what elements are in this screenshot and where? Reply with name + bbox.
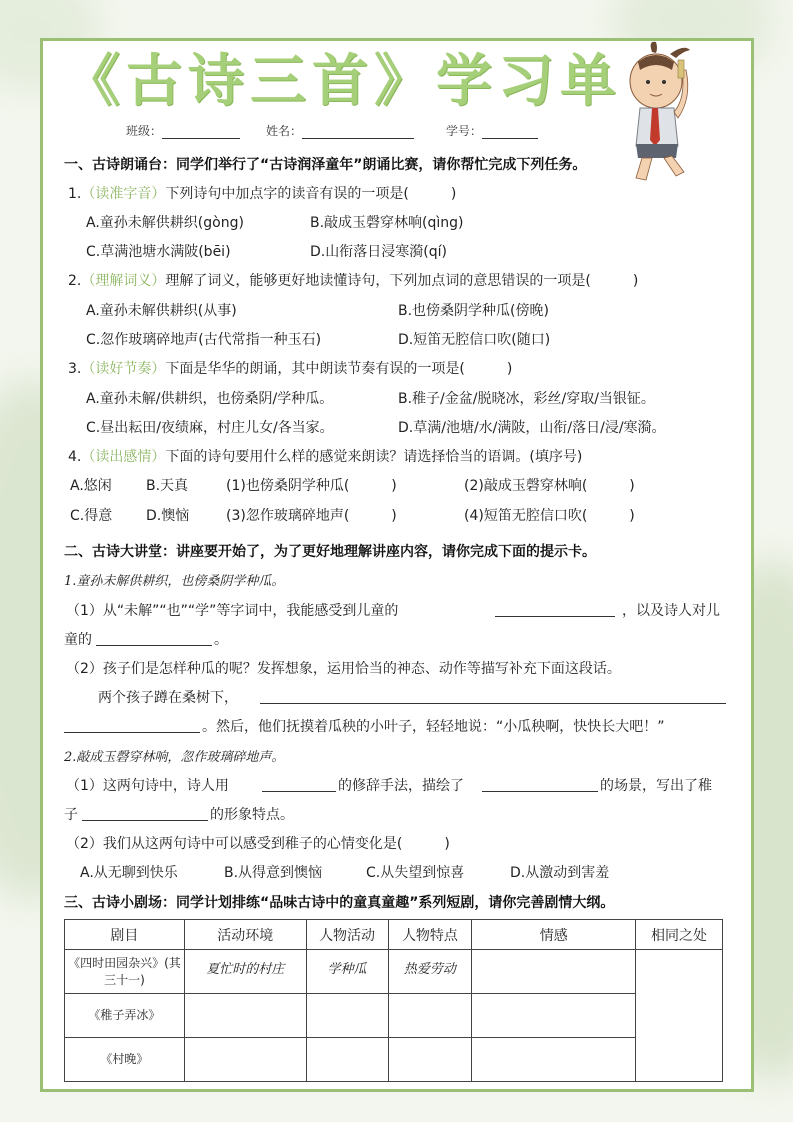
emotion-cell[interactable]	[472, 950, 636, 994]
p2-option-d[interactable]: D.从激动到害羞	[510, 865, 610, 881]
question-tag: （读出感情）	[81, 449, 166, 465]
environment-cell[interactable]: 夏忙时的村庄	[184, 950, 306, 994]
column-header-activity: 人物活动	[306, 920, 388, 950]
p2-question-1-part-c: 的场景，写出了稚	[600, 778, 712, 794]
q3-option-c[interactable]: C.昼出耘田/夜绩麻，村庄儿女/各当家。	[86, 420, 334, 436]
student-id-label: 学号：	[446, 124, 483, 138]
p1-question-1-part-b: ，以及诗人对儿	[622, 603, 720, 619]
activity-cell[interactable]	[306, 1038, 388, 1082]
trait-cell[interactable]	[388, 1038, 472, 1082]
student-id-field	[446, 122, 538, 139]
p2-option-a[interactable]: A.从无聊到快乐	[80, 865, 178, 881]
p1-question-1-part-a: （1）从“未解”“也”“学”等字词中，我能感受到儿童的	[66, 603, 399, 619]
p1-question-2-lead: 两个孩子蹲在桑树下，	[98, 690, 238, 706]
environment-cell[interactable]	[184, 994, 306, 1038]
trait-cell[interactable]: 热爱劳动	[388, 950, 472, 994]
q3-option-d[interactable]: D.草满/池塘/水/满陂，山衔/落日/浸/寒漪。	[398, 420, 666, 436]
p1-question-1-part-d: 。	[214, 632, 228, 648]
q4-option-a[interactable]: A.悠闲	[70, 478, 112, 494]
p2-blank-1[interactable]	[262, 791, 336, 792]
p1-blank-2[interactable]	[96, 645, 212, 646]
q2-option-a[interactable]: A.童孙未解供耕织(从事)	[86, 303, 237, 319]
q2-option-c[interactable]: C.忽作玻璃碎地声(古代常指一种玉石)	[86, 332, 322, 348]
question-text: 下面是华华的朗诵，其中朗读节奏有误的一项是( )	[165, 361, 513, 377]
p1-question-2-tail: 。然后，他们抚摸着瓜秧的小叶子，轻轻地说：“小瓜秧啊，快快长大吧！”	[202, 719, 665, 735]
p2-option-b[interactable]: B.从得意到懊恼	[224, 865, 323, 881]
q3-option-b[interactable]: B.稚子/金盆/脱晓冰，彩丝/穿取/当银钲。	[398, 391, 655, 407]
q1-option-a[interactable]: A.童孙未解供耕织(gòng)	[86, 215, 244, 231]
emotion-cell[interactable]	[472, 1038, 636, 1082]
class-label: 班级：	[126, 124, 163, 138]
column-header-environment: 活动环境	[184, 920, 306, 950]
class-blank[interactable]	[162, 125, 240, 139]
q1-option-b[interactable]: B.敲成玉磬穿林响(qìng)	[310, 215, 464, 231]
q1-option-c[interactable]: C.草满池塘水满陂(bēi)	[86, 244, 231, 260]
q4-option-c[interactable]: C.得意	[70, 508, 113, 524]
question-2-stem	[68, 270, 638, 290]
p1-question-2: （2）孩子们是怎样种瓜的呢？发挥想象，运用恰当的神态、动作等描写补充下面这段话。	[66, 661, 621, 677]
question-text: 理解了词义，能够更好地读懂诗句，下列加点词的意思错误的一项是( )	[165, 273, 639, 289]
similarity-cell[interactable]	[636, 950, 723, 1082]
class-field	[126, 122, 240, 139]
table-row	[65, 950, 723, 994]
p2-blank-3[interactable]	[82, 820, 208, 821]
cartoon-child-illustration	[612, 36, 702, 186]
name-label: 姓名：	[266, 124, 303, 138]
q1-option-d[interactable]: D.山衔落日浸寒漪(qí)	[310, 244, 447, 260]
p1-blank-1[interactable]	[495, 616, 615, 617]
p2-question-2: （2）我们从这两句诗中可以感受到稚子的心情变化是( )	[66, 836, 450, 852]
q3-option-a[interactable]: A.童孙未解/供耕织，也傍桑阴/学种瓜。	[86, 391, 334, 407]
drama-outline-table	[64, 919, 723, 1082]
q4-option-b[interactable]: B.天真	[146, 478, 189, 494]
p2-option-c[interactable]: C.从失望到惊喜	[366, 865, 465, 881]
q2-option-b[interactable]: B.也傍桑阴学种瓜(傍晚)	[398, 303, 549, 319]
q4-option-d[interactable]: D.懊恼	[146, 508, 190, 524]
name-blank[interactable]	[302, 125, 414, 139]
column-header-play: 剧目	[65, 920, 185, 950]
q4-sub-3[interactable]: (3)忽作玻璃碎地声( )	[226, 508, 397, 524]
section-3-heading: 三、古诗小剧场：同学计划排练“品味古诗中的童真童趣”系列短剧，请你完善剧情大纲。	[64, 895, 615, 911]
student-id-blank[interactable]	[482, 125, 538, 139]
play-title: 《四时田园杂兴》(其三十一)	[65, 950, 185, 994]
question-tag: （理解词义）	[81, 273, 166, 289]
p1-writing-line-1[interactable]	[260, 703, 726, 704]
question-1-stem	[68, 183, 456, 203]
question-3-stem	[68, 358, 512, 378]
p1-writing-line-2[interactable]	[64, 732, 200, 733]
column-header-emotion: 情感	[472, 920, 636, 950]
section-1-heading: 一、古诗朗诵台：同学们举行了“古诗润泽童年”朗诵比赛，请你帮忙完成下列任务。	[64, 157, 587, 173]
play-title: 《稚子弄冰》	[65, 994, 185, 1038]
column-header-similarity: 相同之处	[636, 920, 723, 950]
question-text: 下面的诗句要用什么样的感觉来朗读？请选择恰当的语调。(填序号)	[165, 449, 583, 465]
activity-cell[interactable]	[306, 994, 388, 1038]
question-tag: （读好节奏）	[81, 361, 166, 377]
question-number: 1.	[68, 186, 82, 202]
poem-line-1: 1.童孙未解供耕织，也傍桑阴学种瓜。	[64, 574, 285, 589]
section-2-heading: 二、古诗大讲堂：讲座要开始了，为了更好地理解讲座内容，请你完成下面的提示卡。	[64, 544, 596, 560]
question-number: 4.	[68, 449, 82, 465]
q2-option-d[interactable]: D.短笛无腔信口吹(随口)	[398, 332, 551, 348]
p2-question-1-part-e: 的形象特点。	[210, 807, 294, 823]
q4-sub-4[interactable]: (4)短笛无腔信口吹( )	[464, 508, 635, 524]
question-tag: （读准字音）	[81, 186, 166, 202]
p2-question-1-part-b: 的修辞手法，描绘了	[338, 778, 464, 794]
q4-sub-1[interactable]: (1)也傍桑阴学种瓜( )	[226, 478, 397, 494]
question-text: 下列诗句中加点字的读音有误的一项是( )	[165, 186, 457, 202]
q4-sub-2[interactable]: (2)敲成玉磬穿林响( )	[464, 478, 635, 494]
page-title: 《古诗三首》学习单	[64, 49, 622, 114]
poem-line-2: 2.敲成玉磬穿林响，忽作玻璃碎地声。	[64, 750, 285, 765]
trait-cell[interactable]	[388, 994, 472, 1038]
table-row	[65, 1038, 723, 1082]
question-4-stem	[68, 446, 582, 466]
name-field	[266, 122, 414, 139]
table-row	[65, 994, 723, 1038]
p2-blank-2[interactable]	[482, 791, 598, 792]
question-number: 3.	[68, 361, 82, 377]
p2-question-1-part-d: 子	[64, 807, 78, 823]
emotion-cell[interactable]	[472, 994, 636, 1038]
play-title: 《村晚》	[65, 1038, 185, 1082]
p2-question-1-part-a: （1）这两句诗中，诗人用	[66, 778, 229, 794]
environment-cell[interactable]	[184, 1038, 306, 1082]
column-header-trait: 人物特点	[388, 920, 472, 950]
activity-cell[interactable]: 学种瓜	[306, 950, 388, 994]
question-number: 2.	[68, 273, 82, 289]
p1-question-1-part-c: 童的	[64, 632, 92, 648]
